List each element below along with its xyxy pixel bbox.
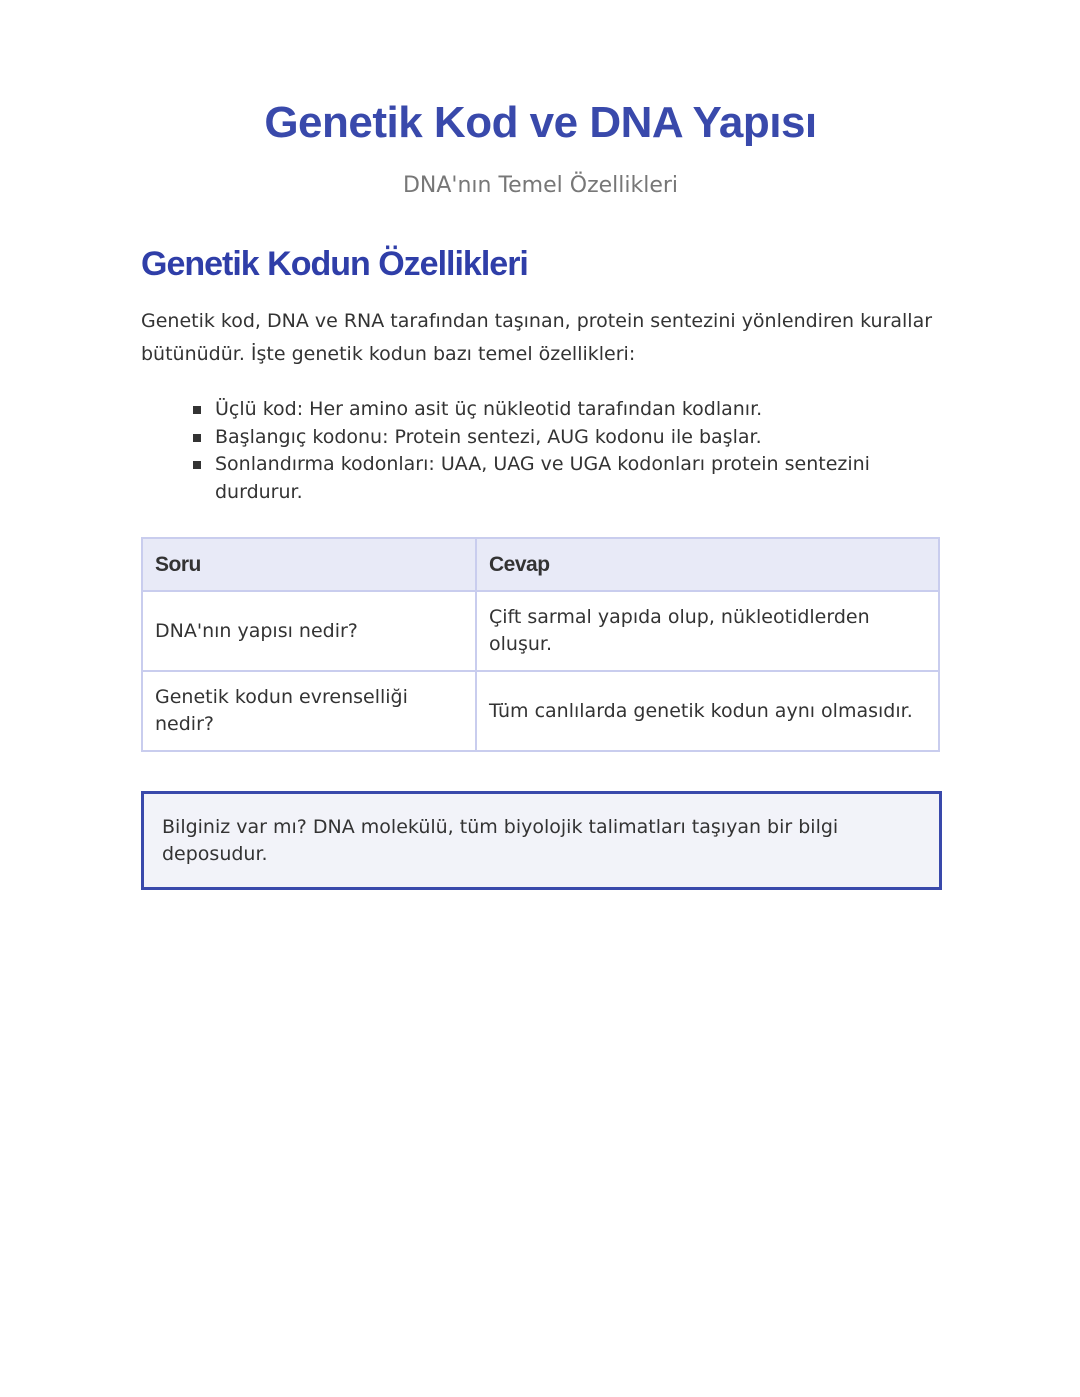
feature-list: [191, 396, 911, 506]
qa-table: [141, 537, 940, 752]
intro-paragraph: Genetik kod, DNA ve RNA tarafından taşınan, protein sentezini yönlendiren kurallar bütünüdür. İşte genetik kodun bazı temel özellikleri:: [141, 310, 933, 365]
page-subtitle: DNA'nın Temel Özellikleri: [402, 173, 679, 198]
question-cell: Genetik kodun evrenselliği nedir?: [142, 671, 476, 751]
answer-cell: Tüm canlılarda genetik kodun aynı olmasıdır.: [476, 671, 939, 751]
square-bullet-icon: [193, 434, 201, 442]
table-row: [142, 671, 939, 751]
column-header-question: Soru: [142, 538, 476, 591]
section-heading: Genetik Kodun Özellikleri: [141, 245, 528, 283]
list-item-text: Başlangıç kodonu: Protein sentezi, AUG kodonu ile başlar.: [215, 425, 762, 448]
table-header-row: [142, 538, 939, 591]
square-bullet-icon: [193, 406, 201, 414]
list-item: [191, 451, 911, 506]
square-bullet-icon: [193, 461, 201, 469]
info-callout: [141, 791, 942, 890]
list-item: [191, 424, 911, 452]
question-cell: DNA'nın yapısı nedir?: [142, 591, 476, 671]
table-row: [142, 591, 939, 671]
column-header-answer: Cevap: [476, 538, 939, 591]
list-item: [191, 396, 911, 424]
list-item-text: Üçlü kod: Her amino asit üç nükleotid tarafından kodlanır.: [215, 398, 763, 420]
info-callout-text: Bilginiz var mı? DNA molekülü, tüm biyolojik talimatları taşıyan bir bilgi deposudur.: [162, 816, 839, 865]
page-title: Genetik Kod ve DNA Yapısı: [264, 98, 817, 147]
list-item-text: Sonlandırma kodonları: UAA, UAG ve UGA kodonları protein sentezini durdurur.: [215, 453, 870, 503]
answer-cell: Çift sarmal yapıda olup, nükleotidlerden oluşur.: [476, 591, 939, 671]
